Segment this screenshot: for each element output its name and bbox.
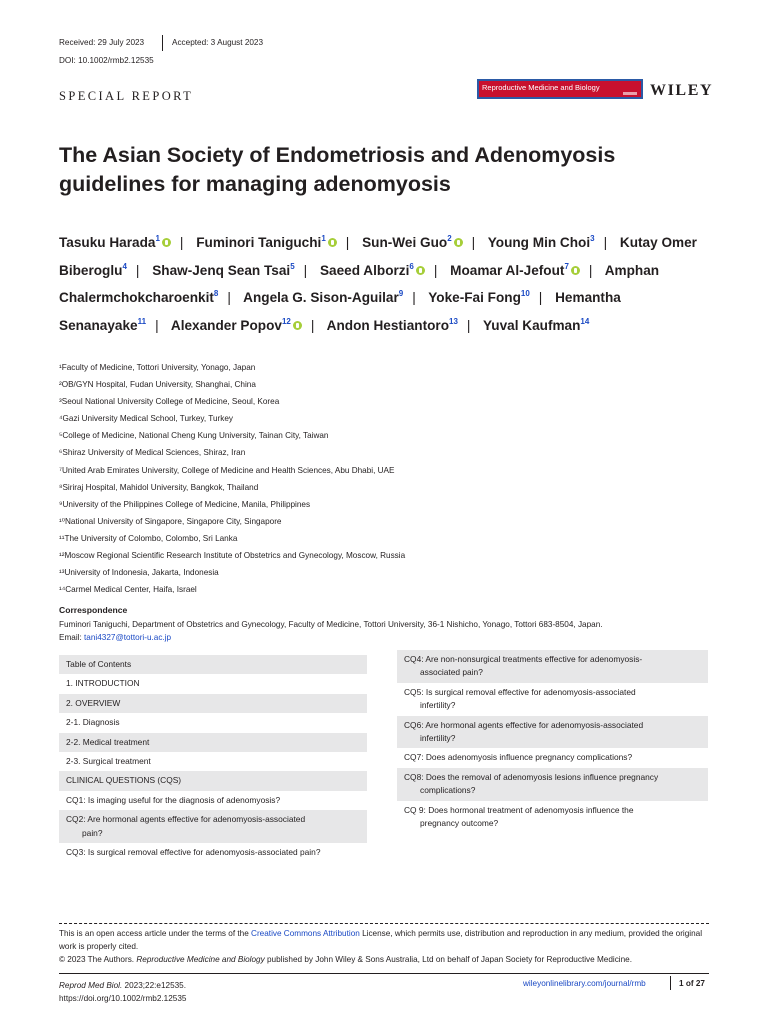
author[interactable] bbox=[362, 235, 463, 250]
toc-entry-continuation: infertility? bbox=[420, 700, 456, 711]
toc-entry[interactable] bbox=[59, 843, 367, 862]
journal-website-link[interactable]: wileyonlinelibrary.com/journal/rmb bbox=[523, 979, 646, 988]
author[interactable] bbox=[59, 235, 171, 250]
author[interactable] bbox=[243, 290, 403, 305]
footer-rule bbox=[59, 973, 709, 974]
author[interactable] bbox=[171, 318, 302, 333]
affiliation-ref[interactable]: 12 bbox=[281, 316, 291, 326]
toc-entry-text: 1. INTRODUCTION bbox=[66, 678, 140, 689]
toc-entry-text: 2. OVERVIEW bbox=[66, 697, 121, 708]
toc-entry[interactable] bbox=[59, 655, 367, 674]
citation bbox=[59, 979, 186, 1005]
toc-right-column bbox=[397, 650, 708, 833]
section-label: SPECIAL REPORT bbox=[59, 89, 194, 103]
orcid-icon[interactable] bbox=[416, 266, 425, 275]
toc-entry-text: Table of Contents bbox=[66, 659, 132, 669]
affiliation-ref[interactable]: 1 bbox=[155, 234, 160, 243]
journal-logo-text: Reproductive Medicine and Biology bbox=[482, 83, 600, 92]
toc-entry[interactable] bbox=[397, 748, 708, 767]
affiliation: ⁵College of Medicine, National Cheng Kung University, Tainan City, Taiwan bbox=[59, 431, 329, 441]
copyright-post: published by John Wiley & Sons Australia, Ltd on behalf of Japan Society for Reproductive Medicine. bbox=[264, 955, 633, 965]
author[interactable] bbox=[152, 263, 294, 278]
affiliation: ⁹University of the Philippines College of Medicine, Manila, Philippines bbox=[59, 499, 311, 509]
page-divider bbox=[670, 976, 671, 990]
toc-entry[interactable] bbox=[59, 694, 367, 713]
cc-license-link[interactable]: Creative Commons Attribution bbox=[251, 929, 360, 938]
affiliation: ¹³University of Indonesia, Jakarta, Indonesia bbox=[59, 568, 219, 578]
toc-left-column bbox=[59, 655, 367, 862]
author-name: Moamar Al-Jefout bbox=[450, 262, 565, 278]
toc-entry[interactable] bbox=[59, 810, 367, 843]
toc-entry-text: CQ 9: Does hormonal treatment of adenomyosis influence the bbox=[404, 804, 634, 815]
journal-logo[interactable] bbox=[477, 79, 643, 99]
affiliation: ¹⁰National University of Singapore, Singapore City, Singapore bbox=[59, 516, 282, 526]
affiliation-ref[interactable]: 11 bbox=[137, 316, 147, 326]
toc-entry-continuation: associated pain? bbox=[420, 667, 483, 678]
toc-entry[interactable] bbox=[397, 716, 708, 749]
toc-entry[interactable] bbox=[59, 752, 367, 771]
license-text-post: License, which permits use, distribution and reproduction in any medium, provided the original work is properly cited. bbox=[59, 929, 703, 952]
author[interactable] bbox=[483, 318, 589, 333]
author-name: Andon Hestiantoro bbox=[326, 317, 449, 333]
correspondence-heading: Correspondence bbox=[59, 605, 128, 615]
author-name: Amphan Chalermchokcharoenkit bbox=[59, 262, 660, 305]
toc-entry-text: CQ6: Are hormonal agents effective for adenomyosis-associated bbox=[404, 719, 644, 730]
author-separator: | bbox=[466, 317, 471, 333]
author-name: Angela G. Sison-Aguilar bbox=[243, 290, 399, 305]
affiliation-ref[interactable]: 5 bbox=[290, 261, 295, 271]
article-title: The Asian Society of Endometriosis and Adenomyosis guidelines for managing adenomyosis bbox=[59, 143, 616, 196]
affiliation-ref[interactable]: 8 bbox=[213, 289, 219, 298]
toc-entry-continuation: pregnancy outcome? bbox=[420, 818, 499, 829]
affiliation-ref[interactable]: 7 bbox=[564, 261, 569, 271]
author-list bbox=[59, 227, 719, 337]
affiliation: ⁶Shiraz University of Medical Sciences, Shiraz, Iran bbox=[59, 448, 246, 458]
author-name: Yuval Kaufman bbox=[482, 317, 581, 333]
author-name: Tasuku Harada bbox=[59, 235, 156, 250]
copyright-journal: Reproductive Medicine and Biology bbox=[136, 955, 265, 965]
affiliation-ref[interactable]: 4 bbox=[122, 261, 127, 271]
affiliation: ⁸Siriraj Hospital, Mahidol University, Bangkok, Thailand bbox=[59, 482, 259, 492]
affiliation-ref[interactable]: 14 bbox=[580, 316, 590, 326]
author-separator: | bbox=[310, 317, 315, 333]
correspondence-email bbox=[59, 633, 171, 642]
affiliation: ¹²Moscow Regional Scientific Research Institute of Obstetrics and Gynecology, Moscow, Russia bbox=[59, 551, 406, 561]
author[interactable] bbox=[488, 235, 595, 250]
affiliation-ref[interactable]: 3 bbox=[590, 234, 595, 243]
author-separator: | bbox=[179, 235, 184, 250]
orcid-icon[interactable] bbox=[162, 238, 171, 247]
affiliation: ¹⁴Carmel Medical Center, Haifa, Israel bbox=[59, 585, 197, 595]
citation-journal: Reprod Med Biol. bbox=[59, 981, 123, 990]
author-separator: | bbox=[538, 290, 543, 305]
toc-entry[interactable] bbox=[59, 713, 367, 732]
toc-entry-text: CQ8: Does the removal of adenomyosis lesions influence pregnancy bbox=[404, 771, 659, 782]
toc-entry-text: CQ1: Is imaging useful for the diagnosis of adenomyosis? bbox=[66, 794, 281, 805]
author-name: Hemantha Senanayake bbox=[59, 290, 621, 333]
toc-entry-text: CQ4: Are non-nonsurgical treatments effective for adenomyosis- bbox=[404, 654, 643, 664]
toc-entry[interactable] bbox=[397, 801, 708, 834]
orcid-icon[interactable] bbox=[571, 266, 580, 275]
author-separator: | bbox=[471, 235, 476, 250]
journal-logo-mark bbox=[623, 92, 637, 95]
header-divider bbox=[162, 35, 163, 51]
toc-entry[interactable] bbox=[59, 771, 367, 790]
author-separator: | bbox=[588, 262, 593, 278]
footer-divider bbox=[59, 923, 709, 924]
email-label: Email: bbox=[59, 633, 85, 642]
affiliation: ¹¹The University of Colombo, Colombo, Sri Lanka bbox=[59, 533, 238, 543]
author-name: Sun-Wei Guo bbox=[362, 235, 448, 250]
toc-entry-text: CQ3: Is surgical removal effective for adenomyosis-associated pain? bbox=[66, 847, 321, 858]
license-notice bbox=[59, 927, 709, 967]
author-separator: | bbox=[345, 235, 350, 250]
page-number: 1 of 27 bbox=[679, 979, 705, 988]
author-name: Kutay Omer Biberoglu bbox=[59, 235, 697, 278]
toc-entry[interactable] bbox=[59, 733, 367, 752]
toc-entry[interactable] bbox=[59, 674, 367, 693]
author-separator: | bbox=[135, 262, 140, 278]
affiliation: ²OB/GYN Hospital, Fudan University, Shanghai, China bbox=[59, 380, 256, 390]
affiliation-ref[interactable]: 6 bbox=[409, 261, 414, 271]
author-separator: | bbox=[433, 262, 438, 278]
author-name: Alexander Popov bbox=[170, 317, 282, 333]
toc-entry-text: CQ7: Does adenomyosis influence pregnancy complications? bbox=[404, 752, 633, 763]
author-separator: | bbox=[227, 290, 231, 305]
toc-entry-text: CLINICAL QUESTIONS (CQS) bbox=[66, 775, 182, 786]
toc-entry-text: 2-1. Diagnosis bbox=[66, 717, 120, 728]
affiliation: ³Seoul National University College of Medicine, Seoul, Korea bbox=[59, 397, 280, 407]
orcid-icon[interactable] bbox=[293, 321, 302, 330]
license-text-pre: This is an open access article under the terms of the bbox=[59, 929, 252, 938]
author-name: Fuminori Taniguchi bbox=[196, 235, 322, 250]
toc-entry[interactable] bbox=[59, 791, 367, 810]
author-name: Young Min Choi bbox=[487, 235, 591, 250]
affiliation: ⁷United Arab Emirates University, College of Medicine and Health Sciences, Abu Dhabi, UAE bbox=[59, 465, 395, 475]
orcid-icon[interactable] bbox=[454, 238, 463, 247]
publisher-logo[interactable]: WILEY bbox=[650, 82, 714, 99]
affiliation-ref[interactable]: 10 bbox=[520, 289, 530, 298]
author-name: Shaw-Jenq Sean Tsai bbox=[152, 262, 291, 278]
author-separator: | bbox=[155, 317, 159, 333]
author-separator: | bbox=[303, 262, 308, 278]
toc-entry[interactable] bbox=[397, 650, 708, 683]
author[interactable] bbox=[327, 318, 458, 333]
copyright-pre: © 2023 The Authors. bbox=[59, 955, 137, 965]
received-date: Received: 29 July 2023 bbox=[59, 38, 145, 47]
citation-doi[interactable]: https://doi.org/10.1002/rmb2.12535 bbox=[59, 994, 187, 1004]
affiliation-list bbox=[59, 359, 719, 598]
affiliation: ⁴Gazi University Medical School, Turkey, Turkey bbox=[59, 414, 233, 424]
affiliation-ref[interactable]: 2 bbox=[447, 234, 452, 243]
toc-entry[interactable] bbox=[397, 768, 708, 801]
toc-entry-text: 2-2. Medical treatment bbox=[66, 736, 150, 747]
affiliation: ¹Faculty of Medicine, Tottori University, Yonago, Japan bbox=[59, 363, 256, 372]
author-name: Yoke-Fai Fong bbox=[428, 290, 521, 305]
author[interactable] bbox=[450, 263, 580, 278]
affiliation-ref[interactable]: 13 bbox=[449, 316, 458, 326]
email-link[interactable]: tani4327@tottori-u.ac.jp bbox=[84, 633, 172, 642]
author-name: Saeed Alborzi bbox=[319, 262, 410, 278]
toc-entry-continuation: pain? bbox=[82, 827, 103, 838]
author[interactable] bbox=[320, 263, 425, 278]
affiliation-ref[interactable]: 9 bbox=[398, 289, 404, 298]
author[interactable] bbox=[196, 235, 337, 250]
author[interactable] bbox=[428, 290, 530, 305]
citation-volume: 2023;22:e12535. bbox=[122, 981, 187, 990]
orcid-icon[interactable] bbox=[328, 238, 337, 247]
toc-entry-text: CQ2: Are hormonal agents effective for adenomyosis-associated bbox=[66, 814, 306, 825]
toc-entry[interactable] bbox=[397, 683, 708, 716]
accepted-date: Accepted: 3 August 2023 bbox=[172, 38, 264, 47]
toc-entry-text: 2-3. Surgical treatment bbox=[66, 756, 151, 767]
affiliation-ref[interactable]: 1 bbox=[321, 234, 326, 243]
correspondence-address: Fuminori Taniguchi, Department of Obstetrics and Gynecology, Faculty of Medicine, Tottori University, 36-1 Nishicho, Yonago, Tottori 683-8504, Japan. bbox=[59, 620, 603, 629]
doi: DOI: 10.1002/rmb2.12535 bbox=[59, 56, 154, 65]
toc-entry-continuation: complications? bbox=[420, 785, 476, 796]
toc-entry-text: CQ5: Is surgical removal effective for adenomyosis-associated bbox=[404, 686, 636, 697]
author-separator: | bbox=[412, 290, 416, 305]
author-separator: | bbox=[603, 235, 608, 250]
toc-entry-continuation: infertility? bbox=[420, 733, 456, 744]
